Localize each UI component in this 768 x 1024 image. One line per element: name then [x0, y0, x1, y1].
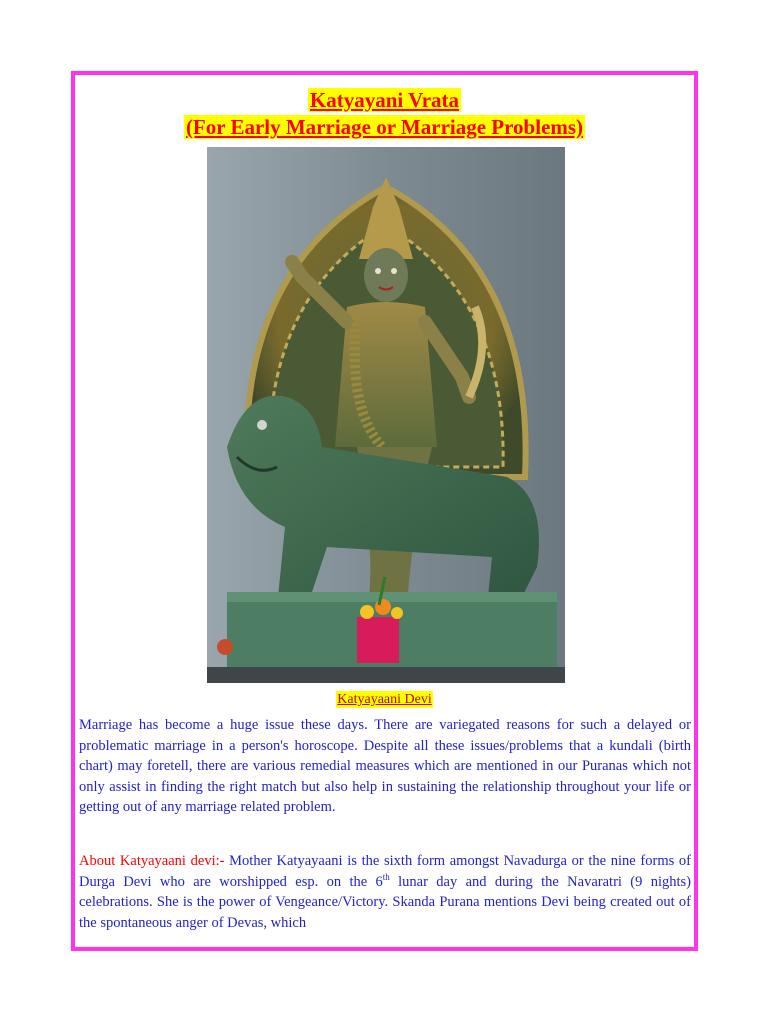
document-title: Katyayani Vrata [309, 88, 460, 112]
about-devi-lead: About Katyayaani devi:- [79, 853, 225, 869]
title-row-1 [75, 88, 694, 112]
ordinal-superscript: th [382, 871, 390, 882]
image-caption-row [75, 690, 694, 708]
deity-statue-image [207, 147, 565, 683]
about-devi-text-1: Mother Katyayaani is the sixth form amongst Navadurga or the nine forms of Durga Devi who are worshipped esp. on the 6 [79, 853, 692, 890]
about-devi-text-2: lunar day and during the Navaratri (9 nights) celebrations. She is the power of Vengeance/Victory. Skanda Purana mentions Devi being created out of the spontaneous anger of Devas, which [79, 873, 691, 931]
title-row-2 [75, 115, 694, 139]
intro-paragraph: Marriage has become a huge issue these days. There are variegated reasons for such a delayed or problematic marriage in a person's horoscope. Despite all these issues/problems that a kundali (birth chart) may foretell, there are various remedial measures which are mentioned in our Puranas which not only assist in finding the right match but also help in sustaining the relationship throughout your life or getting out of any marriage related problem. [79, 717, 691, 815]
image-caption: Katyayaani Devi [337, 692, 432, 707]
document-subtitle: (For Early Marriage or Marriage Problems) [185, 115, 584, 139]
about-devi-paragraph [79, 851, 691, 933]
page-border-frame [71, 71, 698, 951]
